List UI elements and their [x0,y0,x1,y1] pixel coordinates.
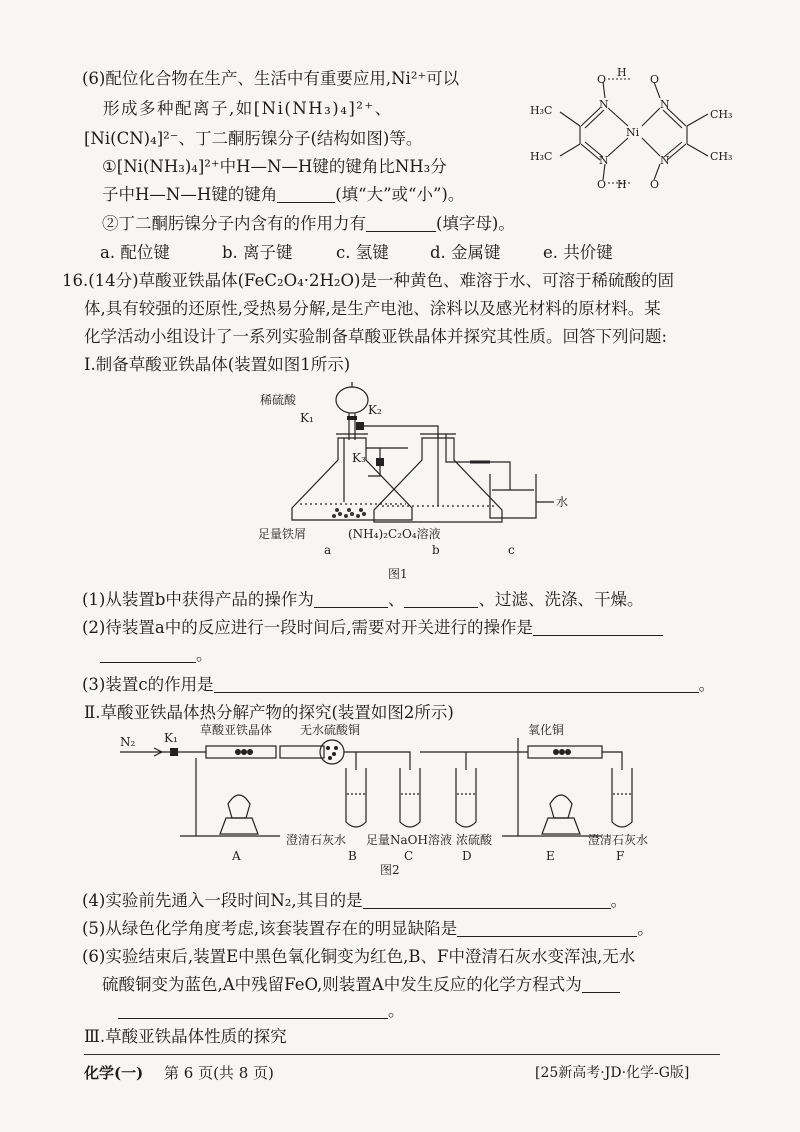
atom-n-top-right: N [660,98,670,111]
answer-blank-angle[interactable] [277,185,335,203]
answer-blank-6b[interactable] [118,1001,388,1019]
q16-2-end: 。 [196,645,213,664]
q16-2 [82,617,663,639]
copper-oxide-sample [553,749,559,755]
footer-rule [84,1054,720,1055]
label-n2: N₂ [120,735,136,749]
label-b: b [432,543,440,557]
q15-6-sub2-hint: (填字母)。 [436,214,515,233]
q16-1-sep: 、 [387,590,405,609]
q15-6-option-e: e. 共价键 [543,243,613,262]
label-dilute-h2so4: 稀硫酸 [260,393,297,407]
label-limewater-b: 澄清石灰水 [286,833,347,847]
atom-o-top-right: O [650,73,660,86]
label-A: A [232,849,241,863]
q15-6-sub1-b [102,184,464,206]
label-a: a [324,543,332,557]
label-k2: K₂ [368,403,382,417]
q16-part2-title: Ⅱ.草酸亚铁晶体热分解产物的探究(装置如图2所示) [84,703,454,722]
q16-1-tail: 、过滤、洗涤、干燥。 [478,590,644,609]
q16-6-line2 [102,974,620,996]
q16-6-line1: (6)实验结束后,装置E中黑色氧化铜变为红色,B、F中澄清石灰水变浑浊,无水 [82,947,636,966]
answer-blank-1a[interactable] [314,590,388,608]
figure-2-apparatus [110,718,670,878]
figure-1-caption: 图1 [388,567,408,581]
atom-h-bottom: H [617,178,627,191]
atom-n-bottom-right: N [660,154,670,167]
figure-2-caption: 图2 [380,863,400,877]
q15-6-option-c: c. 氢键 [336,243,389,262]
label-C: C [404,849,414,863]
label-anhydrous-cuso4: 无水硫酸铜 [300,723,361,737]
nickel-dimethylglyoxime-structure [520,68,775,198]
q15-6-sub1-b-text: 子中H—N—H键的键角 [102,185,278,204]
q16-6-end: 。 [388,1001,405,1020]
atom-h-top: H [617,68,627,79]
label-E: E [546,849,555,863]
atom-o-bottom-right: O [650,178,660,191]
q15-6-sub1-b-hint: (填“大”或“小”)。 [335,185,465,204]
q16-intro-line2: 体,具有较强的还原性,受热易分解,是生产电池、涂料以及感光材料的原材料。某 [84,299,661,318]
q15-6-sub2 [102,213,515,235]
label-water: 水 [556,495,569,509]
q16-5 [82,918,654,940]
q16-4-end: 。 [610,891,628,910]
valve-k2[interactable] [356,422,364,430]
q16-5-end: 。 [637,919,654,938]
q16-4-text: (4)实验前先通入一段时间N₂,其目的是 [82,891,363,910]
label-copper-oxide: 氧化铜 [528,723,565,737]
q16-intro-line3: 化学活动小组设计了一系列实验制备草酸亚铁晶体并探究其性质。回答下列问题: [84,327,668,346]
q15-6-line3: [Ni(CN)₄]²⁻、丁二酮肟镍分子(结构如图)等。 [84,129,423,148]
q16-6-text: 硫酸铜变为蓝色,A中残留FeO,则装置A中发生反应的化学方程式为 [102,975,582,994]
atom-o-top-left: O [597,73,607,86]
q16-5-text: (5)从绿色化学角度考虑,该套装置存在的明显缺陷是 [82,919,458,938]
answer-blank-3[interactable] [214,675,699,693]
label-conc-h2so4: 浓硫酸 [456,833,493,847]
q15-6-sub2-text: ②丁二酮肟镍分子内含有的作用力有 [102,214,366,233]
q16-1 [82,589,643,611]
methyl-top-left: H₃C [530,104,553,117]
methyl-bottom-left: H₃C [530,150,553,163]
q16-part3-title: Ⅲ.草酸亚铁晶体性质的探究 [84,1027,287,1046]
answer-blank-4[interactable] [363,891,611,909]
atom-n-top-left: N [599,98,609,111]
label-limewater-f: 澄清石灰水 [588,833,649,847]
label-k3: K₃ [352,451,366,465]
q16-3 [82,674,715,696]
label-ferrous-oxalate-crystal: 草酸亚铁晶体 [200,723,273,737]
q16-2-text: (2)待装置a中的反应进行一段时间后,需要对开关进行的操作是 [82,618,533,637]
valve-k1-fig2[interactable] [170,748,178,756]
label-F: F [616,849,625,863]
q15-6-option-d: d. 金属键 [430,243,501,262]
footer-edition: [25新高考·JD·化学-G版] [535,1065,690,1081]
q15-6-line2: 形成多种配离子,如[Ni(NH₃)₄]²⁺、 [103,99,393,118]
q15-6-option-a: a. 配位键 [100,243,170,262]
figure-1-apparatus [240,378,580,586]
q16-2-cont [100,644,213,666]
footer-page-number: 第 6 页(共 8 页) [164,1064,274,1082]
answer-blank-1b[interactable] [404,590,478,608]
label-c: c [508,543,515,557]
label-D: D [462,849,472,863]
q15-6-line1: (6)配位化合物在生产、生活中有重要应用,Ni²⁺可以 [82,69,460,88]
answer-blank-2b[interactable] [100,645,196,663]
answer-blank-2a[interactable] [533,618,663,636]
q15-6-sub1-a: ①[Ni(NH₃)₄]²⁺中H—N—H键的键角比NH₃分 [102,157,447,176]
q16-part1-title: Ⅰ.制备草酸亚铁晶体(装置如图1所示) [84,355,351,374]
q16-3-end: 。 [698,675,716,694]
valve-k3[interactable] [376,458,384,466]
valve-k1[interactable] [347,416,357,420]
atom-n-bottom-left: N [599,154,609,167]
methyl-bottom-right: CH₃ [710,150,733,163]
q16-6-line3 [118,1000,405,1022]
answer-blank-forces[interactable] [366,214,436,232]
q16-3-text: (3)装置c的作用是 [82,675,214,694]
label-k1: K₁ [300,411,314,425]
label-iron-filings: 足量铁屑 [258,527,307,541]
atom-o-bottom-left: O [597,178,607,191]
q16-1-text: (1)从装置b中获得产品的操作为 [82,590,314,609]
iron-filings [332,508,366,518]
label-ammonium-oxalate: (NH₄)₂C₂O₄溶液 [348,527,441,541]
label-naoh-solution: 足量NaOH溶液 [366,833,452,847]
q16-intro-line1: 16.(14分)草酸亚铁晶体(FeC₂O₄·2H₂O)是一种黄色、难溶于水、可溶于稀硫酸的固 [62,271,674,290]
answer-blank-5[interactable] [457,919,637,937]
q15-6-option-b: b. 离子键 [222,243,293,262]
answer-blank-6a[interactable] [582,975,620,993]
q16-4 [82,890,627,912]
label-k1-fig2: K₁ [164,731,178,745]
methyl-top-right: CH₃ [710,108,733,121]
crystal-sample [235,749,241,755]
label-B: B [348,849,357,863]
atom-ni: Ni [626,126,640,139]
footer-subject: 化学(一) [84,1064,144,1082]
